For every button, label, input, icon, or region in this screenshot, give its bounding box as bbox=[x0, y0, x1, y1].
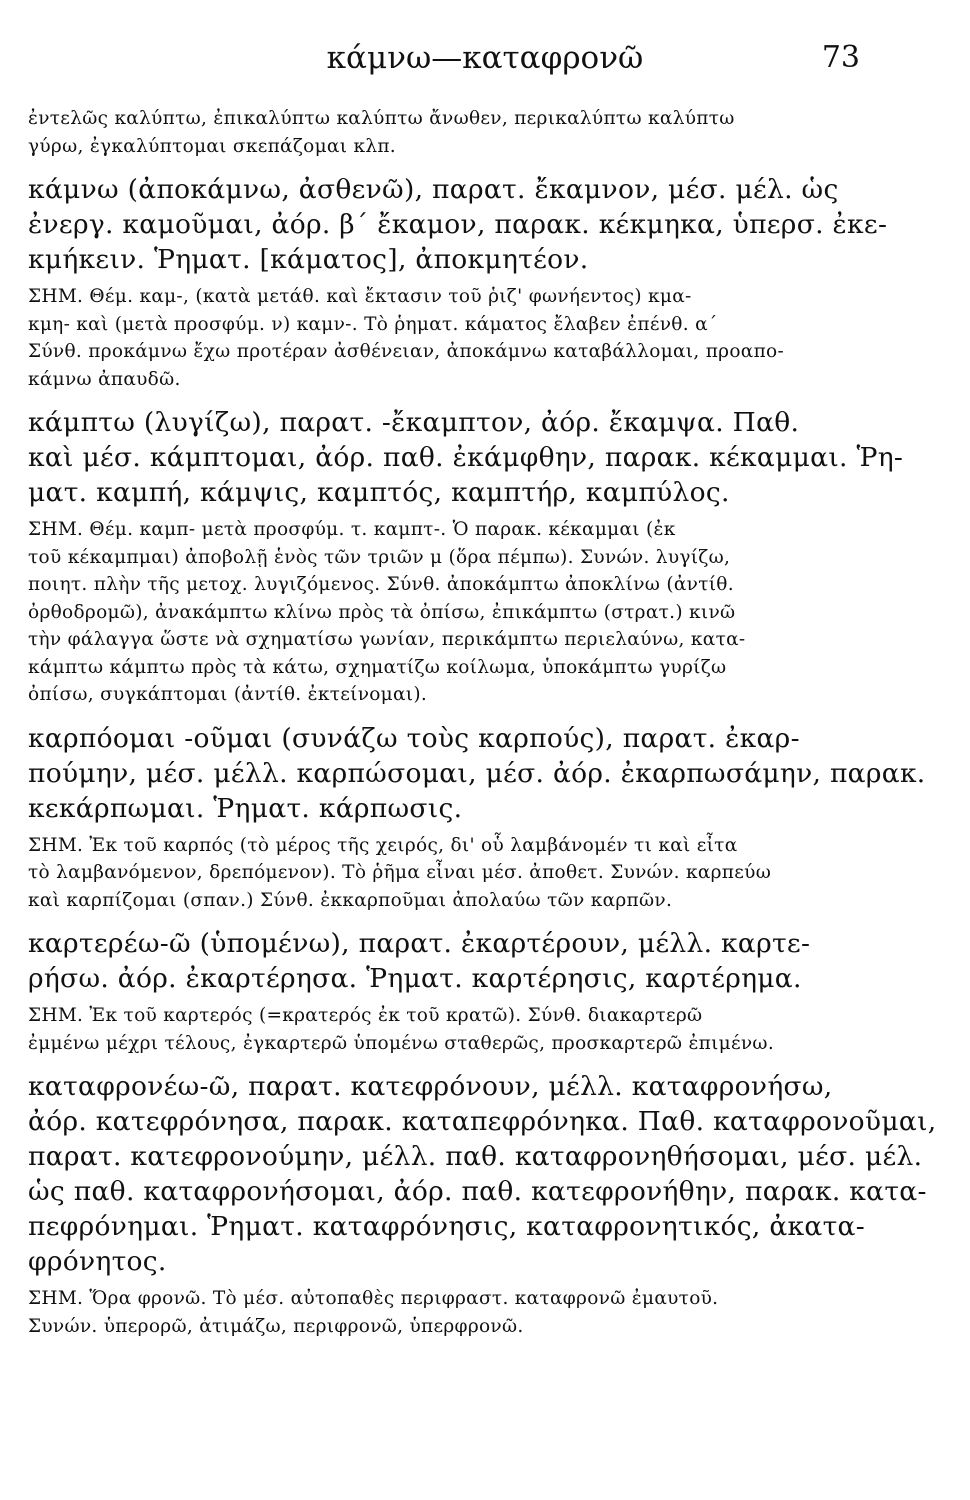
note-line: ὀπίσω, συγκάπτομαι (ἀντίθ. ἐκτείνομαι). bbox=[28, 684, 428, 705]
entry-line: ἐνεργ. καμοῦμαι, ἀόρ. β΄ ἔκαμον, παρακ. κέκμηκα, ὑπερσ. ἐκε- bbox=[28, 209, 888, 240]
entry-line: ρήσω. ἀόρ. ἐκαρτέρησα. Ῥηματ. καρτέρησις, καρτέρημα. bbox=[28, 963, 802, 994]
entry-line: κεκάρπωμαι. Ῥηματ. κάρπωσις. bbox=[28, 792, 463, 824]
note-line: κάμνω ἀπαυδῶ. bbox=[28, 368, 181, 390]
entry-line: καταφρονέω-ῶ, παρατ. κατεφρόνουν, μέλλ. καταφρονήσω, bbox=[28, 1071, 833, 1102]
entry-line: ὡς παθ. καταφρονήσομαι, ἀόρ. παθ. κατεφρονήθην, παρακ. κατα- bbox=[28, 1176, 927, 1207]
entry-line: πούμην, μέσ. μέλλ. καρπώσομαι, μέσ. ἀόρ. ἐκαρπωσάμην, παρακ. bbox=[28, 757, 926, 789]
note-line: τοῦ κέκαμπμαι) ἀποβολῇ ἑνὸς τῶν τριῶν μ (ὅρα πέμπω). Συνών. λυγίζω, bbox=[28, 546, 731, 568]
note-line: Σύνθ. προκάμνω ἔχω προτέραν ἀσθένειαν, ἀποκάμνω καταβάλλομαι, προαπο- bbox=[28, 341, 785, 362]
note-line: ὀρθοδρομῶ), ἀνακάμπτω κλίνω πρὸς τὰ ὀπίσω, ἐπικάμπτω (στρατ.) κινῶ bbox=[28, 601, 736, 623]
note-line: γύρω, ἐγκαλύπτομαι σκεπάζομαι κλπ. bbox=[28, 135, 396, 157]
note-line: καὶ καρπίζομαι (σπαν.) Σύνθ. ἐκκαρποῦμαι ἀπολαύω τῶν καρπῶν. bbox=[28, 889, 673, 911]
note-line: τὸ λαμβανόμενον, δρεπόμενον). Τὸ ῥῆμα εἶναι μέσ. ἀποθετ. Συνών. καρπεύω bbox=[28, 862, 772, 883]
entry-line: κμήκειν. Ῥηματ. [κάματος], ἀποκμητέον. bbox=[28, 244, 589, 275]
note-line: ποιητ. πλὴν τῆς μετοχ. λυγιζόμενος. Σύνθ. ἀποκάμπτω ἀποκλίνω (ἀντίθ. bbox=[28, 574, 734, 595]
entry-line: παρατ. κατεφρονούμην, μέλλ. παθ. καταφρονηθήσομαι, μέσ. μέλ. bbox=[28, 1141, 923, 1172]
note-line: Συνών. ὑπερορῶ, ἀτιμάζω, περιφρονῶ, ὑπερφρονῶ. bbox=[28, 1315, 524, 1337]
note-line: κάμπτω κάμπτω πρὸς τὰ κάτω, σχηματίζω κοίλωμα, ὑποκάμπτω γυρίζω bbox=[28, 656, 727, 678]
entry-line: καὶ μέσ. κάμπτομαι, ἀόρ. παθ. ἐκάμφθην, παρακ. κέκαμμαι. Ῥη- bbox=[28, 442, 904, 473]
page-header bbox=[0, 40, 970, 90]
entry-line: καρπόομαι -οῦμαι (συνάζω τοὺς καρπούς), παρατ. ἐκαρ- bbox=[28, 722, 800, 754]
entry-line: ματ. καμπή, κάμψις, καμπτός, καμπτήρ, καμπύλος. bbox=[28, 477, 730, 508]
entry-line: κάμνω (ἀποκάμνω, ἀσθενῶ), παρατ. ἔκαμνον, μέσ. μέλ. ὡς bbox=[28, 174, 839, 205]
entry-line: καρτερέω-ῶ (ὑπομένω), παρατ. ἐκαρτέρουν, μέλλ. καρτε- bbox=[28, 928, 811, 959]
running-head: κάμνω—καταφρονῶ bbox=[326, 40, 644, 76]
note-line: ἐντελῶς καλύπτω, ἐπικαλύπτω καλύπτω ἄνωθεν, περικαλύπτω καλύπτω bbox=[28, 108, 735, 129]
note-line: ΣΗΜ. Θέμ. καμπ- μετὰ προσφύμ. τ. καμπτ-. Ὁ παρακ. κέκαμμαι (ἐκ bbox=[28, 519, 676, 540]
note-line: ἐμμένω μέχρι τέλους, ἐγκαρτερῶ ὑπομένω σταθερῶς, προσκαρτερῶ ἐπιμένω. bbox=[28, 1032, 775, 1054]
note-line: κμη- καὶ (μετὰ προσφύμ. ν) καμν-. Τὸ ῥηματ. κάματος ἔλαβεν ἐπένθ. α΄ bbox=[28, 313, 718, 335]
note-line: τὴν φάλαγγα ὥστε νὰ σχηματίσω γωνίαν, περικάμπτω περιελαύνω, κατα- bbox=[28, 629, 746, 650]
entry-line: φρόνητος. bbox=[28, 1246, 167, 1277]
note-line: ΣΗΜ. Ὅρα φρονῶ. Τὸ μέσ. αὐτοπαθὲς περιφραστ. καταφρονῶ ἐμαυτοῦ. bbox=[28, 1288, 719, 1309]
note-line: ΣΗΜ. Ἐκ τοῦ καρπός (τὸ μέρος τῆς χειρός, δι' οὗ λαμβάνομέν τι καὶ εἶτα bbox=[28, 834, 738, 856]
note-line: ΣΗΜ. Ἐκ τοῦ καρτερός (=κρατερός ἐκ τοῦ κρατῶ). Σύνθ. διακαρτερῶ bbox=[28, 1005, 703, 1026]
note-line: ΣΗΜ. Θέμ. καμ-, (κατὰ μετάθ. καὶ ἔκτασιν τοῦ ῥιζ' φωνήεντος) κμα- bbox=[28, 286, 692, 307]
page-body bbox=[28, 105, 943, 1340]
entry-line: ἀόρ. κατεφρόνησα, παρακ. καταπεφρόνηκα. Παθ. καταφρονοῦμαι, bbox=[28, 1106, 937, 1137]
page-number: 73 bbox=[821, 40, 860, 75]
entry-line: πεφρόνημαι. Ῥηματ. καταφρόνησις, καταφρονητικός, ἀκατα- bbox=[28, 1211, 865, 1242]
entry-line: κάμπτω (λυγίζω), παρατ. -ἔκαμπτον, ἀόρ. ἔκαμψα. Παθ. bbox=[28, 407, 800, 438]
